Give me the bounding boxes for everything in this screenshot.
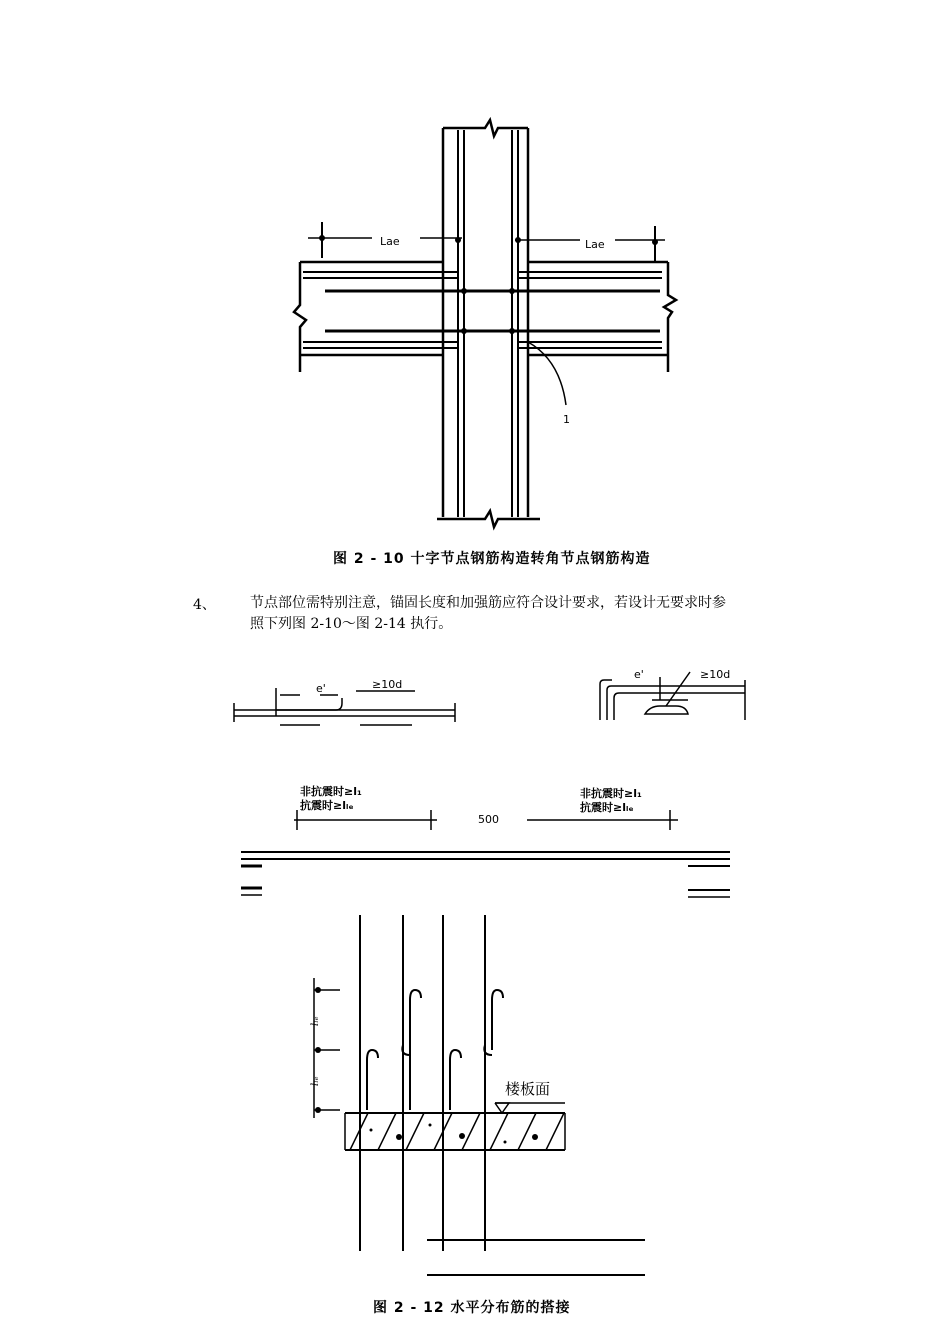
right-seismic-label: 抗震时≥lₗₑ <box>580 801 634 814</box>
callout-number: 1 <box>563 413 570 426</box>
paragraph-line-2: 照下列图 2-10～图 2-14 执行。 <box>250 616 453 632</box>
dimension-label-left: Lae <box>380 235 400 248</box>
right-ge-label: ≥10d <box>700 668 731 681</box>
paragraph-line-1: 节点部位需特别注意，锚固长度和加强筋应符合设计要求，若设计无要求时参 <box>250 595 726 611</box>
left-e-label: e' <box>316 682 326 695</box>
left-ge-label: ≥10d <box>372 678 403 691</box>
paragraph-number: 4、 <box>193 597 216 613</box>
figure-caption-2-10: 图 2 - 10 十字节点钢筋构造转角节点钢筋构造 <box>333 551 651 567</box>
middle-dimension-label: 500 <box>478 813 499 826</box>
lap-length-label-upper: lₗₑ <box>310 1016 321 1026</box>
figure-caption-2-12: 图 2 - 12 水平分布筋的搭接 <box>373 1300 571 1316</box>
floor-surface-label: 楼板面 <box>505 1080 551 1098</box>
right-e-label: e' <box>634 668 644 681</box>
left-nonseismic-label: 非抗震时≥l₁ <box>300 785 362 798</box>
right-nonseismic-label: 非抗震时≥l₁ <box>580 787 642 800</box>
left-seismic-label: 抗震时≥lₗₑ <box>300 799 354 812</box>
lap-length-label-lower: lₗₑ <box>310 1076 321 1086</box>
dimension-label-right: Lae <box>585 238 605 251</box>
